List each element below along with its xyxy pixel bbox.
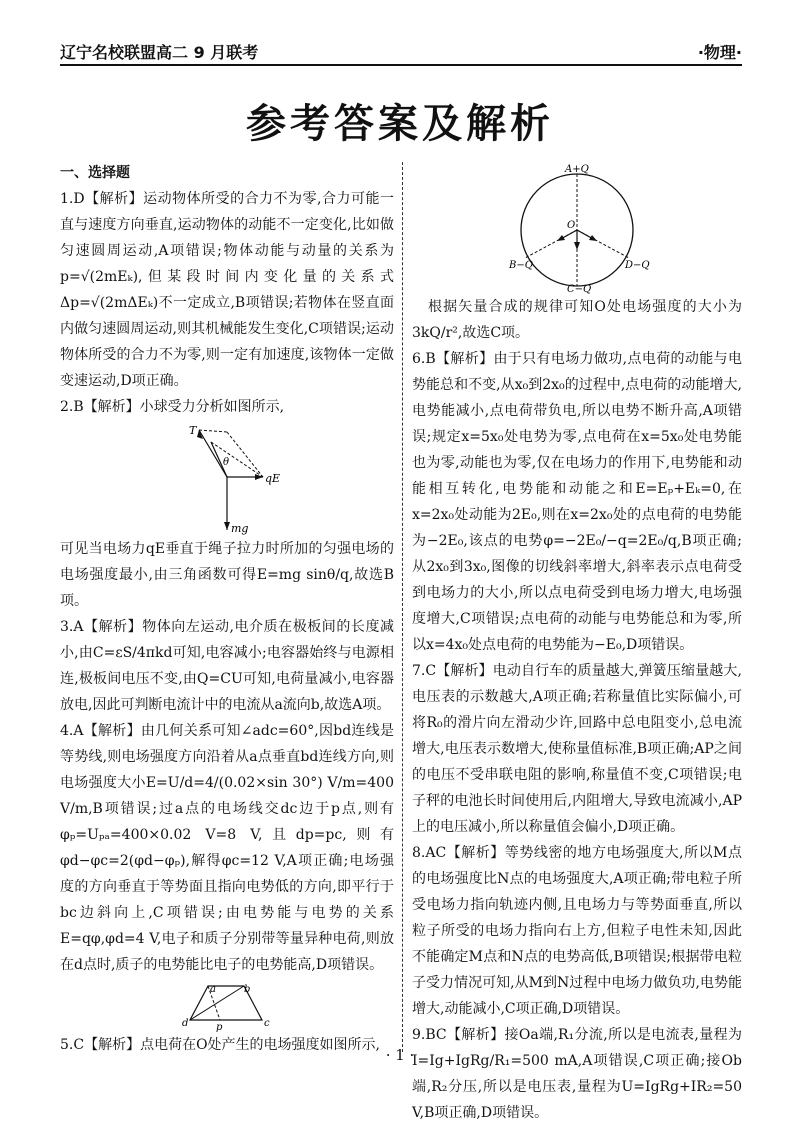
column-divider: [402, 162, 403, 1052]
answer-7: 7.C【解析】电动自行车的质量越大,弹簧压缩量越大,电压表的示数越大,A项正确;若称量值比实际偏小,可将R₀的滑片向左滑动少许,回路中总电阻变小,总电流增大,电压表示数增大,使称量值标准,B项正确;AP之间的电压不受串联电阻的影响,称量值不变,C项错误;电子秤的电池长时间使用后,内阻增大,导致电流减小,AP上的电压减小,所以称量值会偏小,D项正确。: [412, 663, 742, 835]
answer-1: 1.D【解析】运动物体所受的合力不为零,合力可能一直与速度方向垂直,运动物体的动能不一定变化,比如做匀速圆周运动,A项错误;物体动能与动量的关系为p=√(2mEₖ),但某段时间内变化量的关系式Δp=√(2mΔEₖ)不一定成立,B项错误;若物体在竖直面内做匀速圆周运动,则其机械能发生变化,C项错误;运动物体所受的合力不为零,则一定有加速度,该物体一定做变速运动,D项正确。: [60, 191, 394, 389]
answer-5-explanation: 根据矢量合成的规律可知O处电场强度的大小为3kQ/r²,故选C项。: [412, 299, 742, 341]
answer-9: 9.BC【解析】接Oa端,R₁分流,所以是电流表,量程为I=Ig+IgRg/R₁=500 mA,A项错误,C项正确;接Ob端,R₂分压,所以是电压表,量程为U=IgRg+IR₂=50 V,B项正确,D项错误。: [412, 1027, 742, 1121]
page-title: 参考答案及解析: [246, 101, 554, 147]
answer-6: 6.B【解析】由于只有电场力做功,点电荷的动能与电势能总和不变,从x₀到2x₀的过程中,点电荷的动能增大,电势能减小,点电荷带负电,所以电势不断升高,A项错误;规定x=5x₀处电势为零,点电荷在x=5x₀处电势能也为零,动能也为零,仅在电场力的作用下,电势能和动能相互转化,电势能和动能之和E=Eₚ+Eₖ=0,在x=2x₀处动能为2E₀,则在x=2x₀处的点电荷的电势能为−2E₀,该点的电势φ=−2E₀/−q=2E₀/q,B项正确;从2x₀到3x₀,图像的切线斜率增大,斜率表示点电荷受到电场力的大小,所以点电荷受到电场力增大,电场强度增大,C项错误;点电荷的动能与电势能总和为零,所以x=4x₀处点电荷的电势能为−E₀,D项错误。: [412, 351, 742, 653]
label-D: D−Q: [625, 260, 650, 271]
answer-5-intro: 5.C【解析】点电荷在O处产生的电场强度如图所示,: [60, 1037, 380, 1053]
label-B: B−Q: [509, 260, 533, 271]
label-A: A+Q: [565, 164, 589, 175]
section-heading: 一、选择题: [60, 165, 130, 181]
circle-field-diagram: [507, 162, 650, 295]
label-a: a: [210, 984, 216, 995]
label-T: T: [189, 424, 197, 437]
answer-2-explanation: 可见当电场力qE垂直于绳子拉力时所加的匀强电场的电场强度最小,由三角函数可得E=mg sinθ/q,故选B项。: [60, 541, 394, 609]
label-d: d: [182, 1018, 189, 1029]
exam-name: 辽宁名校联盟高二 9 月联考: [60, 43, 259, 62]
parallelogram-diagram: [182, 980, 272, 1033]
answer-3: 3.A【解析】物体向左运动,电介质在极板间的长度减小,由C=εS/4πkd可知,电容减小;电容器始终与电源相连,极板间电压不变,由Q=CU可知,电荷量减小,电容器放电,因此可判断电流计中的电流从a流向b,故选A项。: [60, 619, 394, 713]
page-header: [60, 38, 742, 66]
label-theta: θ: [223, 457, 230, 468]
label-O: O: [567, 220, 576, 231]
subject-label: ·物理·: [697, 43, 742, 62]
label-c: c: [264, 1018, 270, 1029]
answer-2-intro: 2.B【解析】小球受力分析如图所示,: [60, 399, 285, 415]
label-b: b: [244, 984, 251, 995]
label-mg: mg: [231, 522, 249, 535]
answer-8: 8.AC【解析】等势线密的地方电场强度大,所以M点的电场强度比N点的电场强度大,A项正确;带电粒子所受电场力指向轨迹内侧,且电场力与等势面垂直,所以粒子所受的电场力指向右上方,但粒子电性未知,因此不能确定M点和N点的电势高低,B项错误;根据带电粒子受力情况可知,从M到N过程中电场力做负功,电势能增大,动能减小,C项正确,D项错误。: [412, 845, 742, 1017]
answer-4: 4.A【解析】由几何关系可知∠adc=60°,因bd连线是等势线,则电场强度方向沿着从a点垂直bd连线方向,则电场强度大小E=U/d=4/(0.02×sin 30°) V/m=400 V/m,B项错误;过a点的电场线交dc边于p点,则有φₚ=Uₚₐ=400×0.02 V=8 V,且dp=pc,则有φd−φc=2(φd−φₚ),解得φc=12 V,A项正确;电场强度的方向垂直于等势面且指向电势低的方向,即平行于bc边斜向上,C项错误;由电势能与电势的关系E=qφ,φd=4 V,电子和质子分别带等量异种电荷,则放在d点时,质子的电势能比电子的电势能高,D项错误。: [60, 723, 394, 973]
force-diagram: [167, 422, 287, 534]
page-number: · 1 ·: [385, 1046, 415, 1064]
label-qE: qE: [265, 472, 281, 485]
label-p: p: [216, 1022, 223, 1033]
left-column: [60, 160, 394, 1058]
label-C: C−Q: [567, 284, 592, 295]
right-column: [412, 160, 742, 1126]
